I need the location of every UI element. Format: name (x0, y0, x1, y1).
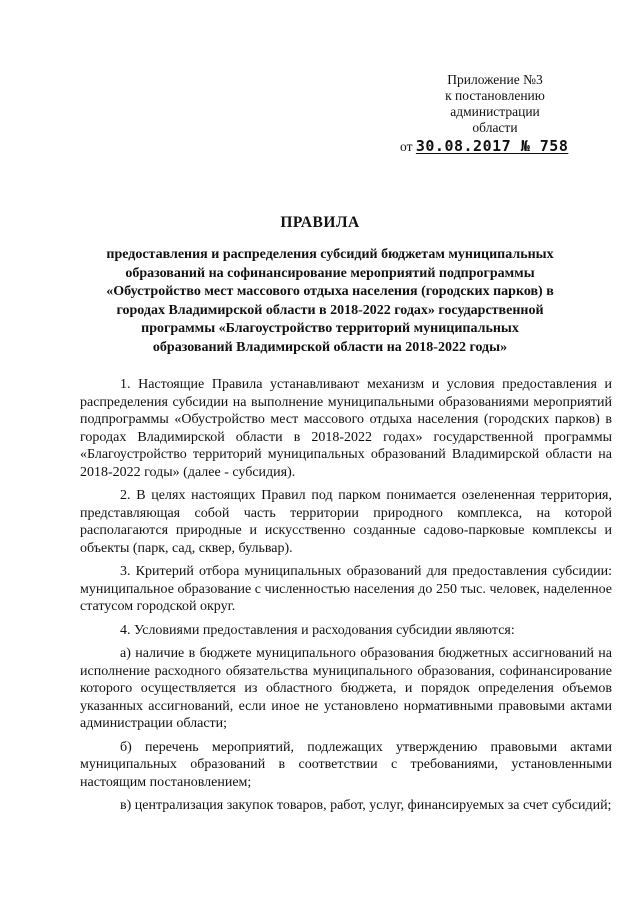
paragraph-4: 4. Условиями предоставления и расходования субсидии являются: (120, 622, 515, 638)
date-value: 30.08.2017 № 758 (415, 137, 569, 155)
paragraph-3: 3. Критерий отбора муниципальных образований для предоставления субсидии: муниципальное образование с численностью населения до 250 тыс. человек, наделенное статусом городской округ. (80, 564, 612, 614)
paragraph-1: 1. Настоящие Правила устанавливают механизм и условия предоставления и распределения субсидии на выполнение муниципальными образованиями мероприятий подпрограммы «Обустройство мест массового отдыха населения (городских парков) в городах Владимирской области в 2018-2022 годах» государственной программы «Благоустройство территорий муниципальных образований Владимирской области на 2018-2022 годы» (далее - субсидия). (80, 377, 612, 480)
appendix-date-line (400, 138, 590, 155)
date-prefix: от (400, 139, 413, 154)
document-body (80, 376, 612, 821)
document-title: ПРАВИЛА (280, 214, 360, 231)
appendix-line-1: Приложение №3 (447, 72, 543, 87)
paragraph-4b: б) перечень мероприятий, подлежащих утверждению правовыми актами муниципальных образований в соответствии с требованиями, установленными настоящим постановлением; (80, 739, 612, 790)
paragraph-2: 2. В целях настоящих Правил под парком понимается озелененная территория, представляющая собой часть территории природного комплекса, на которой располагаются природные и искусственно созданные садово-парковые комплексы и объекты (парк, сад, сквер, бульвар). (80, 488, 612, 556)
document-subtitle: предоставления и распределения субсидий бюджетам муниципальных образований на софинансирование мероприятий подпрограммы «Обустройство мест массового отдыха населения (городских парков) в городах Владимирской области в 2018-2022 годах» государственной программы «Благоустройство территорий муниципальных образований Владимирской области на 2018-2022 годы» (106, 247, 554, 355)
appendix-header (400, 72, 590, 155)
paragraph-4c: в) централизация закупок товаров, работ, услуг, финансируемых за счет субсидий; (120, 798, 612, 813)
appendix-line-2: к постановлению (445, 88, 545, 103)
appendix-line-4: области (472, 120, 518, 135)
appendix-line-3: администрации (450, 104, 540, 119)
paragraph-4a: а) наличие в бюджете муниципального образования бюджетных ассигнований на исполнение расходного обязательства муниципального образования, софинансирование которого осуществляется из областного бюджета, и порядок определения объемов указанных ассигнований, если иное не установлено нормативными правовыми актами администрации области; (80, 646, 612, 731)
